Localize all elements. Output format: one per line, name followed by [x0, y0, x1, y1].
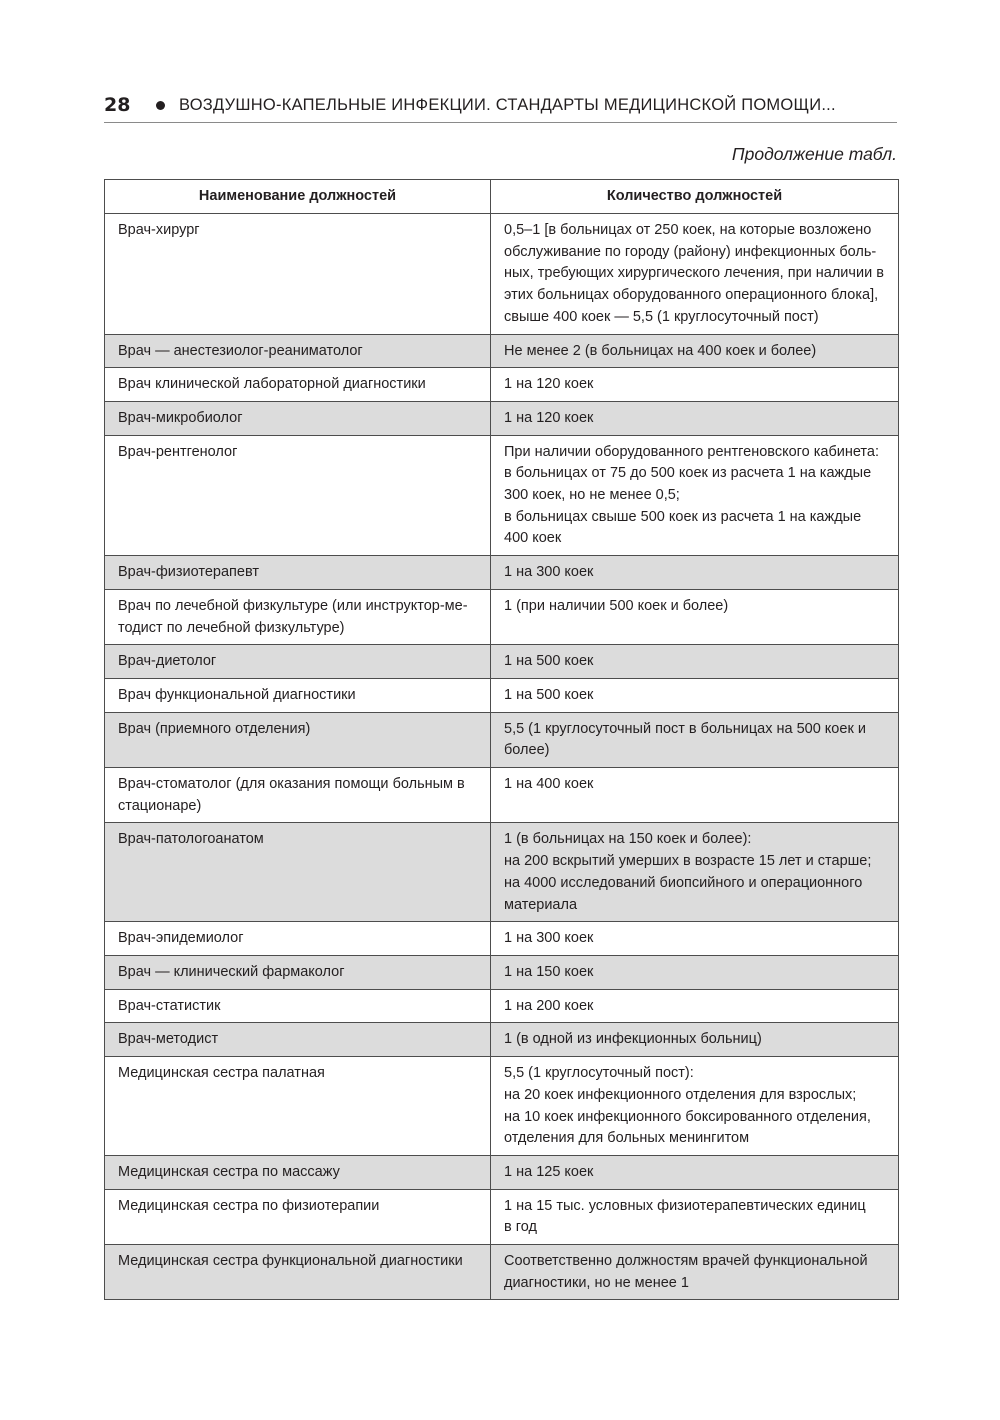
table-row [105, 768, 899, 823]
quantity-cell [491, 712, 899, 767]
position-text: Врач-методист [118, 1031, 219, 1048]
quantity-text: 0,5–1 [в больницах от 250 коек, на которые возложено [504, 222, 872, 238]
quantity-text: 1 (в одной из инфекционных больниц) [504, 1031, 762, 1048]
quantity-text: 1 на 400 коек [504, 776, 594, 793]
position-cell [105, 1155, 491, 1189]
quantity-cell [491, 1023, 899, 1057]
quantity-text: 400 коек [504, 530, 562, 547]
table-row [105, 645, 899, 679]
table-row [105, 678, 899, 712]
position-cell [105, 1189, 491, 1244]
position-text: Врач-патологоанатом [118, 831, 264, 848]
quantity-cell [491, 678, 899, 712]
table-row [105, 401, 899, 435]
quantity-text: 1 на 500 коек [504, 686, 594, 703]
quantity-text: на 20 коек инфекционного отделения для взрослых; [504, 1086, 857, 1103]
position-text: Медицинская сестра палатная [118, 1065, 325, 1082]
position-cell [105, 645, 491, 679]
quantity-text: в год [504, 1219, 537, 1236]
quantity-cell [491, 1155, 899, 1189]
quantity-cell [491, 1057, 899, 1156]
position-text: Врач по лечебной физкультуре (или инструктор-ме- [118, 597, 468, 614]
position-cell [105, 589, 491, 644]
position-cell [105, 823, 491, 922]
quantity-text: При наличии оборудованного рентгеновского кабинета: [504, 443, 880, 460]
quantity-text: 1 на 300 коек [504, 930, 594, 947]
table-row [105, 589, 899, 644]
quantity-text: в больницах от 75 до 500 коек из расчета 1 на каждые [504, 465, 872, 482]
position-text: Врач — клинический фармаколог [118, 963, 345, 980]
running-title: ВОЗДУШНО-КАПЕЛЬНЫЕ ИНФЕКЦИИ. СТАНДАРТЫ МЕДИЦИНСКОЙ ПОМОЩИ... [179, 96, 836, 114]
quantity-cell [491, 334, 899, 368]
position-text: Медицинская сестра функциональной диагностики [118, 1253, 463, 1270]
bullet-icon [156, 101, 165, 110]
quantity-text: 1 на 15 тыс. условных физиотерапевтических единиц [504, 1197, 866, 1214]
table-row [105, 823, 899, 922]
quantity-cell [491, 645, 899, 679]
table-row [105, 922, 899, 956]
quantity-cell [491, 214, 899, 335]
table-row [105, 1023, 899, 1057]
quantity-text: свыше 400 коек — 5,5 (1 круглосуточный пост) [504, 308, 819, 325]
table-body [105, 214, 899, 1300]
position-text: Врач клинической лабораторной диагностики [118, 376, 426, 393]
table-row [105, 368, 899, 402]
position-cell [105, 334, 491, 368]
quantity-text: в больницах свыше 500 коек из расчета 1 на каждые [504, 508, 862, 525]
position-cell [105, 1023, 491, 1057]
table-row [105, 435, 899, 556]
table-row [105, 955, 899, 989]
quantity-cell [491, 823, 899, 922]
position-text: Медицинская сестра по физиотерапии [118, 1197, 380, 1214]
quantity-text: 1 на 120 коек [504, 409, 594, 426]
position-cell [105, 1057, 491, 1156]
quantity-cell [491, 922, 899, 956]
quantity-text: 5,5 (1 круглосуточный пост): [504, 1065, 694, 1082]
quantity-cell [491, 955, 899, 989]
position-text: стационаре) [118, 797, 202, 814]
table-row [105, 334, 899, 368]
quantity-cell [491, 435, 899, 556]
quantity-text: отделения для больных менингитом [504, 1130, 750, 1147]
quantity-text: Не менее 2 (в больницах на 400 коек и более) [504, 342, 817, 359]
quantity-text: 5,5 (1 круглосуточный пост в больницах на 500 коек и [504, 720, 866, 737]
quantity-text: 1 на 200 коек [504, 997, 594, 1014]
position-cell [105, 556, 491, 590]
position-text: Врач — анестезиолог-реаниматолог [118, 342, 363, 359]
position-cell [105, 922, 491, 956]
staffing-table [104, 179, 899, 1300]
quantity-text: этих больницах оборудованного операционного блока], [504, 287, 879, 304]
quantity-cell [491, 989, 899, 1023]
quantity-text: ных, требующих хирургического лечения, при наличии в [504, 265, 884, 282]
position-cell [105, 678, 491, 712]
table-row [105, 214, 899, 335]
position-text: тодист по лечебной физкультуре) [118, 619, 345, 636]
table-header-row [105, 180, 899, 214]
quantity-text: на 4000 исследований биопсийного и операционного [504, 874, 863, 891]
position-text: Врач-диетолог [118, 653, 217, 670]
position-cell [105, 955, 491, 989]
position-text: Медицинская сестра по массажу [118, 1163, 340, 1180]
position-text: Врач-статистик [118, 997, 221, 1014]
quantity-text: на 200 вскрытий умерших в возрасте 15 лет и старше; [504, 853, 872, 870]
quantity-text: на 10 коек инфекционного боксированного отделения, [504, 1108, 871, 1125]
position-cell [105, 435, 491, 556]
quantity-text: 1 на 120 коек [504, 376, 594, 393]
position-text: Врач-физиотерапевт [118, 564, 259, 581]
table-row [105, 1189, 899, 1244]
quantity-text: 1 (в больницах на 150 коек и более): [504, 831, 752, 848]
table-row [105, 712, 899, 767]
position-cell [105, 401, 491, 435]
quantity-cell [491, 401, 899, 435]
quantity-text: 1 на 500 коек [504, 653, 594, 670]
table-continuation-label: Продолжение табл. [731, 144, 897, 164]
quantity-text: Соответственно должностям врачей функциональной [504, 1253, 868, 1270]
position-text: Врач-рентгенолог [118, 443, 238, 460]
position-text: Врач функциональной диагностики [118, 686, 356, 703]
quantity-cell [491, 368, 899, 402]
running-header [104, 92, 897, 123]
position-text: Врач-стоматолог (для оказания помощи больным в [118, 776, 465, 793]
position-text: Врач-хирург [118, 222, 200, 238]
position-cell [105, 712, 491, 767]
quantity-cell [491, 556, 899, 590]
quantity-cell [491, 1189, 899, 1244]
page-number: 28 [104, 94, 131, 116]
quantity-text: 1 на 300 коек [504, 564, 594, 581]
position-cell [105, 1245, 491, 1300]
position-text: Врач-микробиолог [118, 409, 243, 426]
table-row [105, 989, 899, 1023]
quantity-text: обслуживание по городу (району) инфекционных боль- [504, 243, 877, 260]
quantity-cell [491, 1245, 899, 1300]
quantity-cell [491, 589, 899, 644]
quantity-text: диагностики, но не менее 1 [504, 1274, 689, 1291]
quantity-text: 300 коек, но не менее 0,5; [504, 487, 680, 504]
quantity-text: материала [504, 896, 578, 913]
position-cell [105, 368, 491, 402]
position-cell [105, 214, 491, 335]
table-row [105, 1245, 899, 1300]
table-row [105, 1057, 899, 1156]
position-text: Врач-эпидемиолог [118, 930, 244, 947]
quantity-text: 1 на 150 коек [504, 963, 594, 980]
position-text: Врач (приемного отделения) [118, 720, 311, 737]
quantity-text: 1 (при наличии 500 коек и более) [504, 597, 729, 614]
column-header-quantity: Количество должностей [491, 180, 899, 214]
quantity-cell [491, 768, 899, 823]
column-header-position: Наименование должностей [105, 180, 491, 214]
position-cell [105, 989, 491, 1023]
position-cell [105, 768, 491, 823]
quantity-text: более) [504, 742, 550, 759]
table-row [105, 1155, 899, 1189]
quantity-text: 1 на 125 коек [504, 1163, 594, 1180]
table-row [105, 556, 899, 590]
